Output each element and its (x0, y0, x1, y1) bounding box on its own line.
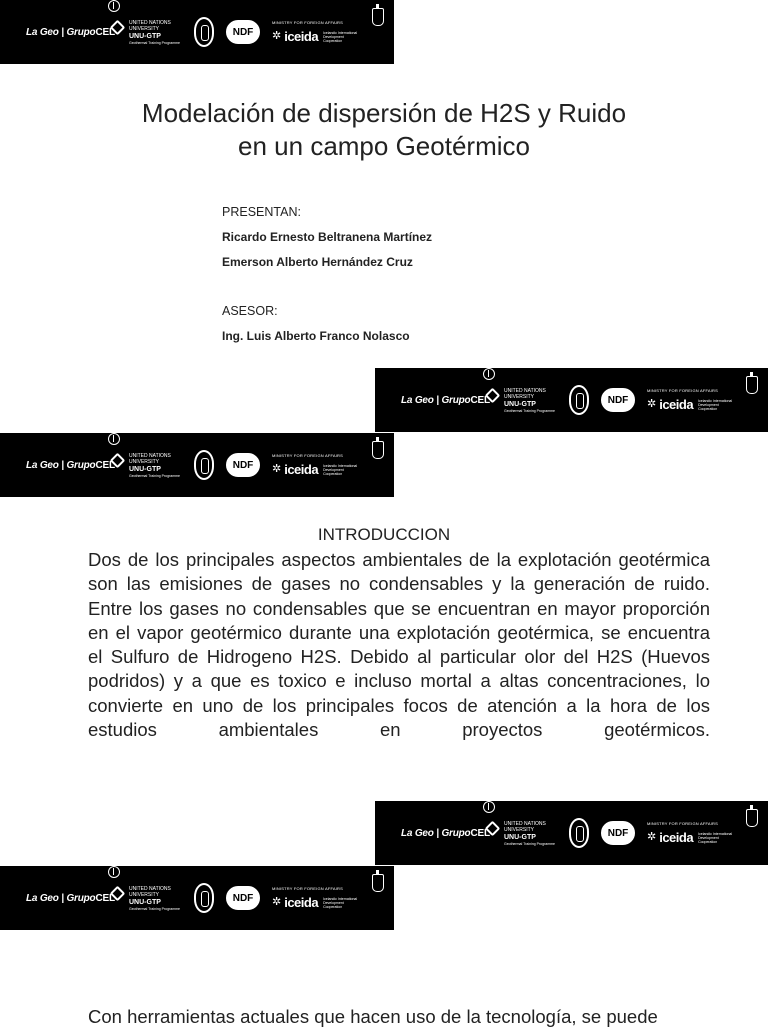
intro-heading: INTRODUCCION (317, 525, 451, 544)
iceida-logo: MINISTRY FOR FOREIGN AFFAIRS ✲ iceida Icelandic International Development Cooperation (272, 886, 358, 910)
credits (222, 200, 432, 349)
unu-gtp-logo: UNITED NATIONS UNIVERSITY UNU-GTP Geothermal Training Programme (112, 453, 190, 478)
crest-icon (746, 809, 758, 827)
asesor-label: ASESOR: (222, 304, 278, 318)
iceida-logo: MINISTRY FOR FOREIGN AFFAIRS ✲ iceida Icelandic International Development Cooperation (272, 453, 358, 477)
lageo-logo: La Geo | GrupoCEL (26, 26, 115, 38)
presenter-2: Emerson Alberto Hernández Cruz (222, 255, 413, 269)
presenter-1: Ricardo Ernesto Beltranena Martínez (222, 230, 433, 244)
snowflake-icon: ✲ (647, 831, 657, 843)
seal-icon (194, 883, 214, 913)
un-emblem-icon (483, 368, 495, 380)
iceida-logo: MINISTRY FOR FOREIGN AFFAIRS ✲ iceida Icelandic International Development Cooperation (647, 821, 733, 845)
seal-icon (194, 450, 214, 480)
snowflake-icon: ✲ (272, 896, 282, 908)
gear-icon (110, 19, 126, 35)
snowflake-icon: ✲ (647, 398, 657, 410)
un-emblem-icon (108, 0, 120, 12)
iceida-logo: MINISTRY FOR FOREIGN AFFAIRS ✲ iceida Icelandic International Development Cooperation (272, 20, 358, 44)
seal-icon (569, 385, 589, 415)
crest-icon (372, 8, 384, 26)
un-emblem-icon (108, 866, 120, 878)
seal-icon (194, 17, 214, 47)
lageo-logo: La Geo | GrupoCEL (26, 459, 115, 471)
ndf-icon: NDF (226, 453, 260, 477)
ndf-icon: NDF (601, 821, 635, 845)
unu-gtp-logo: UNITED NATIONS UNIVERSITY UNU-GTP Geothermal Training Programme (487, 821, 565, 846)
title-line-1: Modelación de dispersión de H2S y Ruido (141, 98, 627, 128)
crest-icon (372, 874, 384, 892)
presentan-label: PRESENTAN: (222, 205, 301, 219)
advisor-name: Ing. Luis Alberto Franco Nolasco (222, 329, 410, 343)
iceida-logo: MINISTRY FOR FOREIGN AFFAIRS ✲ iceida Icelandic International Development Cooperation (647, 388, 733, 412)
ndf-icon: NDF (226, 886, 260, 910)
lageo-logo: La Geo | GrupoCEL (26, 892, 115, 904)
lageo-logo: La Geo | GrupoCEL (401, 394, 490, 406)
page-title (60, 97, 708, 163)
gear-icon (485, 387, 501, 403)
title-line-2: en un campo Geotérmico (238, 131, 530, 161)
gear-icon (110, 452, 126, 468)
logo-bar-left-2 (0, 433, 394, 497)
logo-bar-right-2 (375, 801, 768, 865)
logo-bar-top (0, 0, 394, 64)
unu-gtp-logo: UNITED NATIONS UNIVERSITY UNU-GTP Geothermal Training Programme (112, 886, 190, 911)
gear-icon (110, 885, 126, 901)
snowflake-icon: ✲ (272, 30, 282, 42)
bottom-paragraph: Con herramientas actuales que hacen uso de la tecnología, se puede (88, 1006, 658, 1027)
un-emblem-icon (108, 433, 120, 445)
lageo-logo: La Geo | GrupoCEL (401, 827, 490, 839)
intro-body: Dos de los principales aspectos ambientales de la explotación geotérmica son las emisiones de gases no condensables y la generación de ruido. Entre los gases no condensables que se encuentran en mayor proporción en el vapor geotérmico durante una explotación geotérmica, se encuentra el Sulfuro de Hidrogeno H2S. Debido al particular olor del H2S (Huevos podridos) y a que es toxico e incluso mortal a altas concentraciones, lo convierte en uno de los principales focos de atención a la hora de los estudios ambientales en proyectos geotérmicos. (88, 549, 710, 741)
seal-icon (569, 818, 589, 848)
crest-icon (746, 376, 758, 394)
unu-gtp-logo: UNITED NATIONS UNIVERSITY UNU-GTP Geothermal Training Programme (112, 20, 190, 45)
unu-gtp-logo: UNITED NATIONS UNIVERSITY UNU-GTP Geothermal Training Programme (487, 388, 565, 413)
crest-icon (372, 441, 384, 459)
snowflake-icon: ✲ (272, 463, 282, 475)
un-emblem-icon (483, 801, 495, 813)
gear-icon (485, 820, 501, 836)
ndf-icon: NDF (226, 20, 260, 44)
logo-bar-left-3 (0, 866, 394, 930)
logo-bar-right-1 (375, 368, 768, 432)
ndf-icon: NDF (601, 388, 635, 412)
